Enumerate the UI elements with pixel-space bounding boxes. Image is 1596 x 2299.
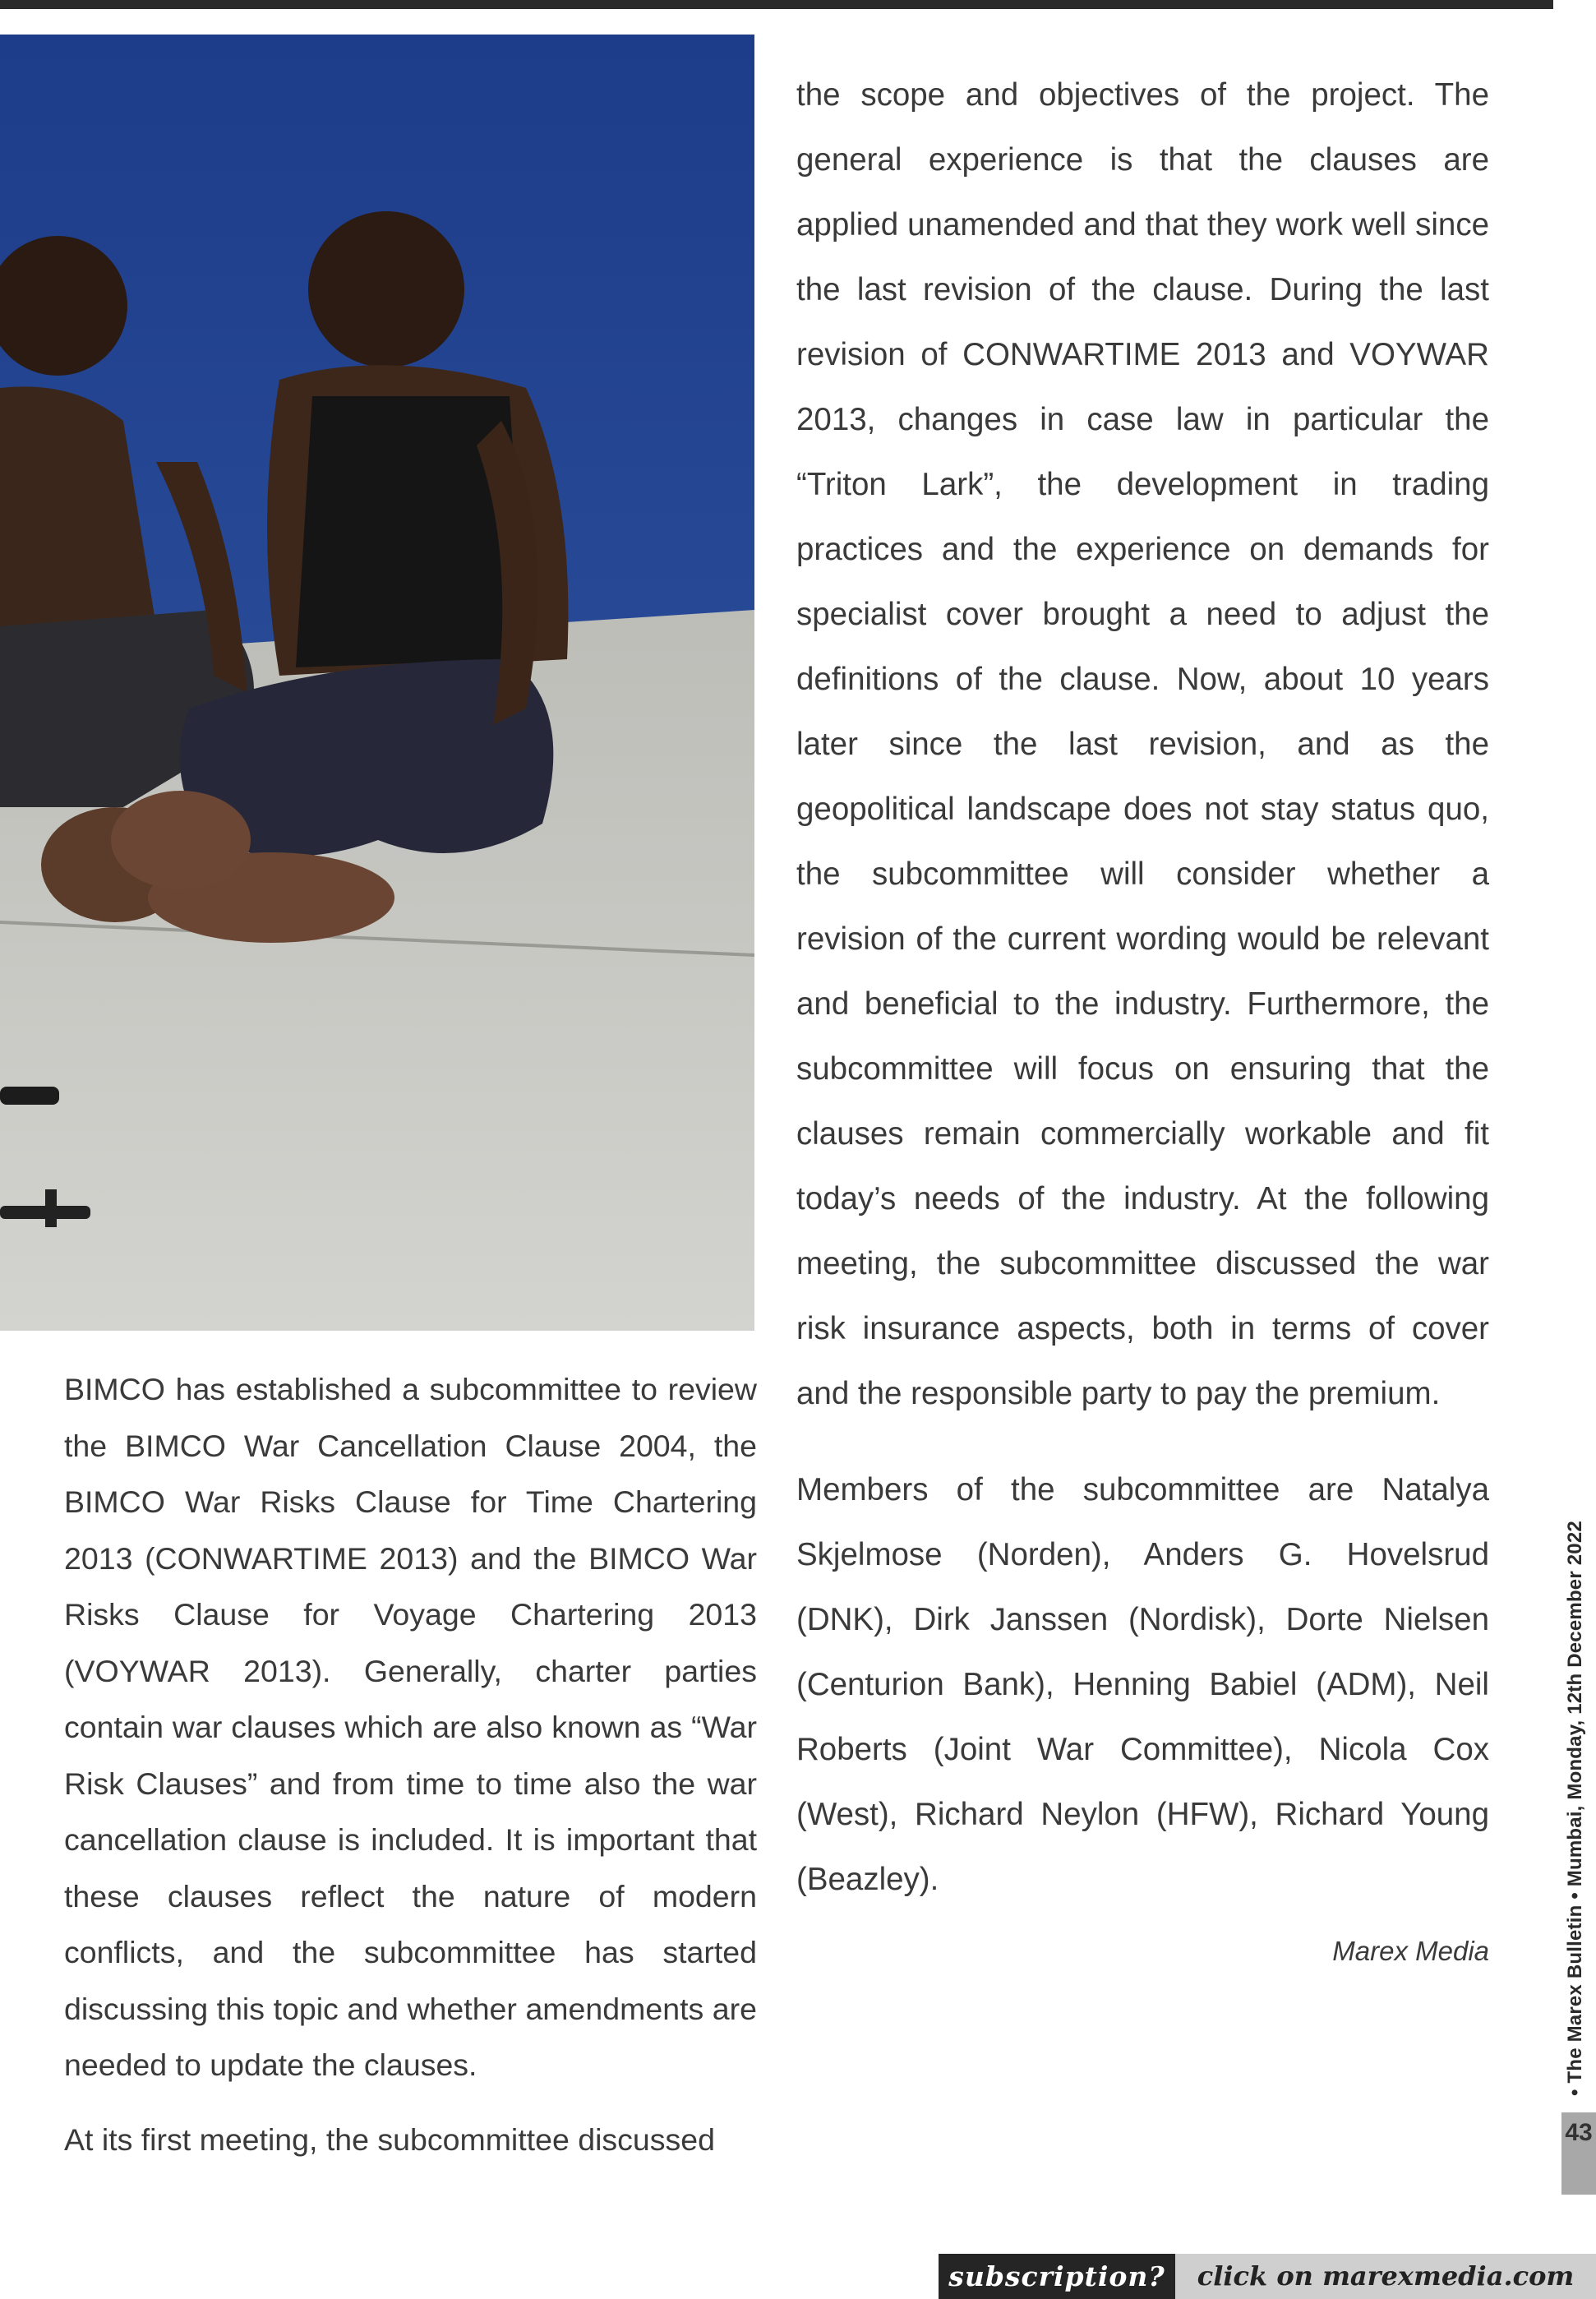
subscription-label[interactable]: subscription? [939,2254,1175,2299]
right-column [796,62,1489,1976]
article-photo [0,35,754,1331]
website-link[interactable]: click on marexmedia.com [1175,2254,1596,2299]
subscription-banner[interactable] [939,2254,1596,2299]
article-paragraph: BIMCO has established a subcommittee to review the BIMCO War Cancellation Clause 2004, the BIMCO War Risks Clause for Time Chartering 2013 (CONWARTIME 2013) and the BIMCO War Risks Clause for Voyage Chartering 2013 (VOYWAR 2013). Generally, charter parties contain war clauses which are also known as “War Risk Clauses” and from time to time also the war cancellation clause is included. It is important that these clauses reflect the nature of modern conflicts, and the subcommittee has started discussing this topic and whether amendments are needed to update the clauses. [64,1372,757,2082]
running-footer-text: • The Marex Bulletin • Mumbai, Monday, 12th December 2022 [1564,1521,1586,2096]
page-number: 43 [1565,2119,1593,2146]
members-paragraph: Members of the subcommittee are Natalya Skjelmose (Norden), Anders G. Hovelsrud (DNK), Dirk Janssen (Nordisk), Dorte Nielsen (Centurion Bank), Henning Babiel (ADM), Neil Roberts (Joint War Committee), Nicola Cox (West), Richard Neylon (HFW), Richard Young (Beazley). [796,1472,1489,1897]
left-column [64,1361,757,2167]
article-paragraph: At its first meeting, the subcommittee discussed [64,2121,715,2157]
article-paragraph: the scope and objectives of the project. The general experience is that the clauses are applied unamended and that they work well since the last revision of the clause. During the last revision of CONWARTIME 2013 and VOYWAR 2013, changes in case law in particular the “Triton Lark”, the development in trading practices and the experience on demands for specialist cover brought a need to adjust the definitions of the clause. Now, about 10 years later since the last revision, and as the geopolitical landscape does not stay status quo, the subcommittee will consider whether a revision of the current wording would be relevant and beneficial to the industry. Furthermore, the subcommittee will focus on ensuring that the clauses remain commercially workable and fit today’s needs of the industry. At the following meeting, the subcommittee discussed the war risk insurance aspects, both in terms of cover and the responsible party to pay the premium. [796,77,1489,1411]
article-signature: Marex Media [1332,1936,1489,1966]
top-rule [0,0,1553,9]
page-number-box [1561,2112,1596,2195]
